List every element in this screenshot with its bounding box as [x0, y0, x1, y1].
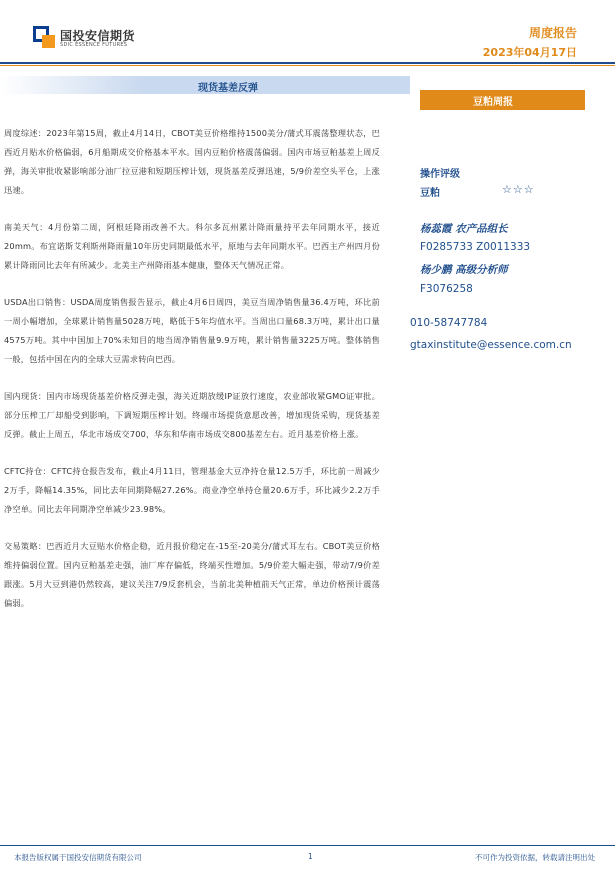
paragraph-cftc-positions: CFTC持仓：CFTC持仓报告发布，截止4月11日，管理基金大豆净持仓量12.5万手，环比前一周减少2万手，降幅14.35%，同比去年同期降幅27.26%。商业净空单持仓量20.6万手，环比减少2.2万手净空单。同比去年同期净空单减少23.98%。 — [4, 466, 380, 514]
footer-disclaimer: 不可作为投资依据，转载请注明出处 — [475, 853, 595, 862]
contact-phone: 010-58747784 — [410, 317, 488, 329]
analyst-2-id: F3076258 — [420, 283, 473, 295]
header-divider — [0, 62, 615, 64]
paragraph-usda-export-sales: USDA出口销售：USDA周度销售报告显示，截止4月6日周四，美豆当周净销售量36.4万吨，环比前一周小幅增加，全球累计销售量5028万吨，略低于5年均值水平。当周出口量68.3万吨，累计出口量4575万吨。其中中国加上70%未知目的地当周净销售量9.9万吨，累计销售量3225万吨。整体销售一般，包括中国在内的全球大豆需求转向巴西。 — [4, 297, 380, 364]
report-title: 现货基差反弹 — [198, 83, 258, 94]
analyst-1-name: 杨蕊霞 农产品组长 — [420, 223, 508, 235]
brand-name-en: SDIC ESSENCE FUTURES — [60, 42, 128, 48]
rating-stars: ☆☆☆ — [502, 183, 535, 196]
report-type: 周度报告 — [528, 26, 577, 40]
footer-divider — [0, 845, 615, 846]
paragraph-weekly-summary: 周度综述：2023年第15周，截止4月14日，CBOT美豆价格维持1500美分/蒲式耳震荡整理状态，巴西近月贴水价格偏弱，6月船期成交价格基本平水。国内豆粕价格震荡偏弱。国内市场豆粕基差上周反弹，海关审批收紧影响部分油厂拉豆港和短期压榨计划，现货基差反弹迅速，5/9价差空头平仓，上涨迅速。 — [4, 128, 380, 195]
rating-item: 豆粕 — [420, 188, 440, 199]
analyst-2-name: 杨少鹏 高级分析师 — [420, 264, 508, 276]
page-number: 1 — [308, 852, 313, 861]
analyst-1-id: F0285733 Z0011333 — [420, 241, 531, 253]
rating-label: 操作评级 — [420, 169, 460, 180]
paragraph-south-america-weather: 南美天气：4月份第二周，阿根廷降雨改善不大。科尔多瓦州累计降雨量持平去年同期水平，接近20mm。布宜诺斯艾利斯州降雨量10年历史同期最低水平，原地与去年同期水平。巴西主产州四月份累计降雨同比去年有所减少。北美主产州降雨基本健康，整体天气情况正常。 — [4, 222, 380, 270]
contact-email[interactable]: gtaxinstitute@essence.com.cn — [410, 339, 572, 351]
report-date: 2023年04月17日 — [482, 46, 577, 59]
header-divider-accent — [0, 65, 615, 66]
brand-name-cn: 国投安信期货 — [60, 29, 136, 43]
footer-copyright: 本报告版权属于国投安信期货有限公司 — [14, 853, 142, 862]
company-logo — [33, 26, 55, 48]
paragraph-domestic-spot: 国内现货：国内市场现货基差价格反弹走强，海关近期放缓IP证放行速度，农业部收紧GMO证审批。部分压榨工厂却船受到影响，下调短期压榨计划。终端市场提货意愿改善，增加现货采购，现货基差反弹。截止上周五，华北市场成交700，华东和华南市场成交800基差左右。近月基差价格上涨。 — [4, 391, 380, 439]
product-label: 豆粕周报 — [473, 97, 513, 108]
paragraph-trading-strategy: 交易策略：巴西近月大豆贴水价格企稳，近月报价稳定在-15至-20美分/蒲式耳左右。CBOT美豆价格维持偏弱位置。国内豆粕基差走强，油厂库存偏低，终端买性增加。5/9价差大幅走强，带动7/9价差跟涨。5月大豆到港仍然较高，建议关注7/9反套机会，当前北美种植前天气正常，单边价格预计震荡偏弱。 — [4, 541, 380, 608]
report-body — [4, 124, 380, 631]
